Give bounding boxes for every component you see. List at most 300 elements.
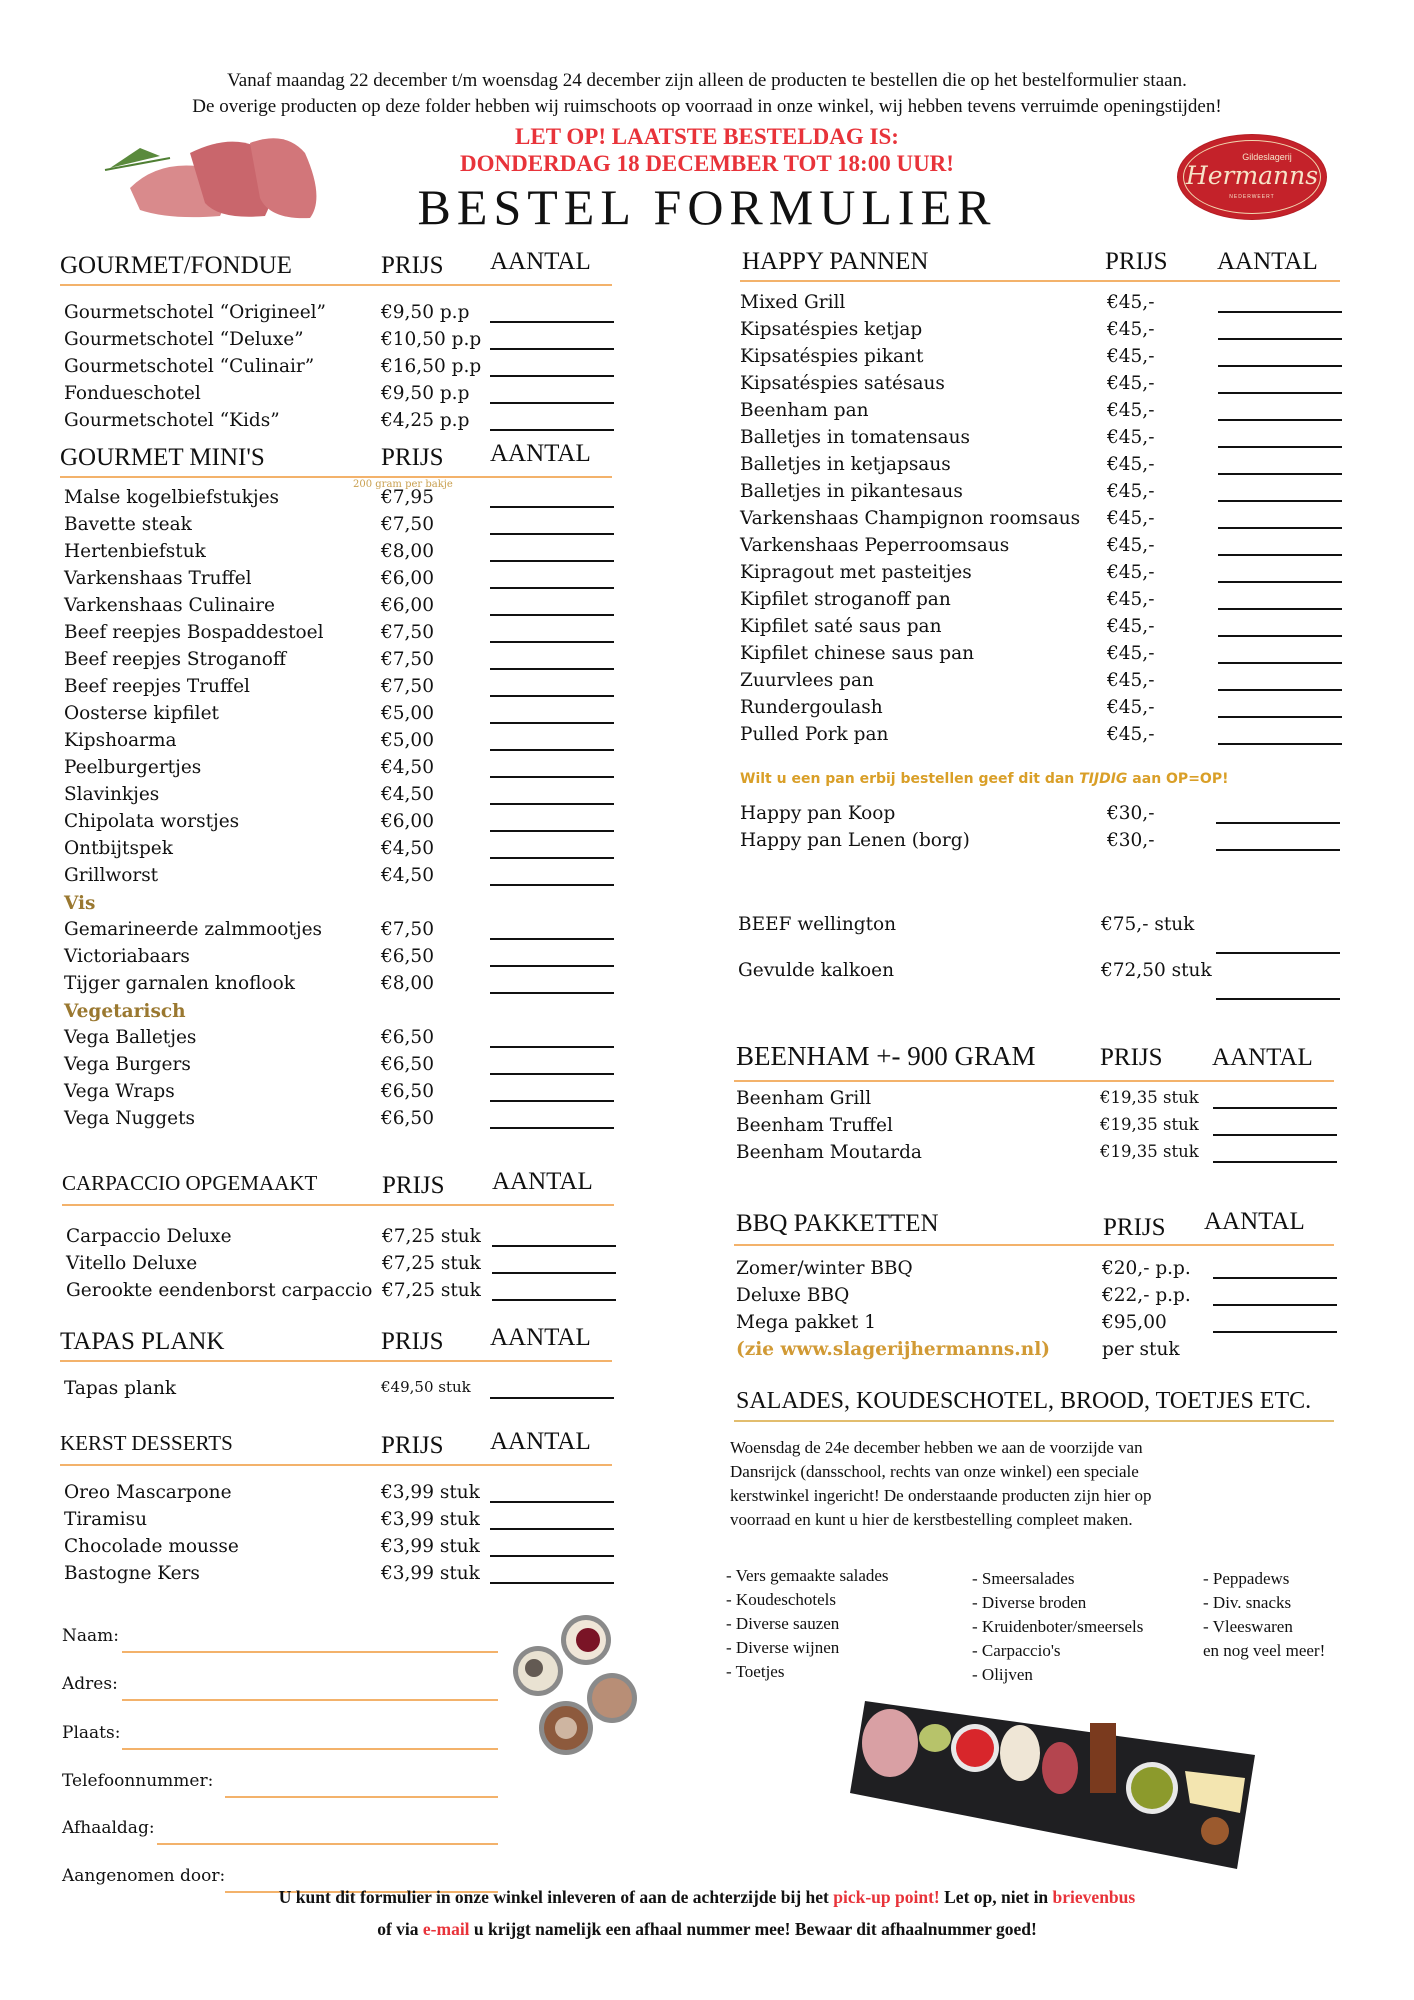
item-name: Gourmetschotel “Deluxe” bbox=[64, 329, 304, 350]
list-item bbox=[740, 560, 1340, 587]
item-price: €95,00 bbox=[1102, 1312, 1167, 1333]
item-price: €45,- bbox=[1107, 616, 1155, 637]
section-header bbox=[60, 1320, 612, 1362]
item-name: Vitello Deluxe bbox=[66, 1253, 198, 1274]
quantity-field[interactable] bbox=[490, 587, 614, 589]
list-item bbox=[62, 1278, 614, 1305]
form-field-label: Adres: bbox=[62, 1674, 118, 1694]
quantity-field[interactable] bbox=[1213, 1331, 1337, 1333]
quantity-field[interactable] bbox=[1218, 662, 1342, 664]
section-title: HAPPY PANNEN bbox=[742, 248, 929, 275]
quantity-field[interactable] bbox=[490, 1555, 614, 1557]
quantity-field[interactable] bbox=[490, 749, 614, 751]
aantal-label: AANTAL bbox=[492, 1168, 593, 1195]
item-name: Kipsatéspies satésaus bbox=[740, 373, 945, 394]
section-bbq bbox=[734, 1200, 1334, 1364]
quantity-field[interactable] bbox=[490, 884, 614, 886]
item-price: €45,- bbox=[1107, 454, 1155, 475]
bullet-item: - Vers gemaakte salades bbox=[726, 1566, 889, 1585]
salades-list-col-2 bbox=[972, 1567, 1143, 1687]
bullet-item: - Smeersalades bbox=[972, 1569, 1075, 1588]
item-price: €72,50 stuk bbox=[1101, 960, 1212, 981]
item-price: €4,50 bbox=[381, 784, 434, 805]
list-item bbox=[60, 1106, 612, 1133]
item-name: Kipfilet saté saus pan bbox=[740, 616, 942, 637]
item-price: €8,00 bbox=[381, 973, 434, 994]
quantity-field[interactable] bbox=[1218, 608, 1342, 610]
item-price: €7,50 bbox=[381, 919, 434, 940]
list-item bbox=[734, 1140, 1334, 1167]
item-price: €6,50 bbox=[381, 1027, 434, 1048]
item-price: €45,- bbox=[1107, 373, 1155, 394]
form-field bbox=[62, 1674, 498, 1702]
section-desserts bbox=[60, 1424, 612, 1588]
item-price: €45,- bbox=[1107, 346, 1155, 367]
item-name: Fondueschotel bbox=[64, 383, 201, 404]
item-price: €30,- bbox=[1107, 830, 1155, 851]
footer-text: u krijgt namelijk een afhaal nummer mee! Bewaar dit afhaalnummer goed! bbox=[469, 1919, 1037, 1939]
section-header bbox=[60, 244, 612, 286]
item-price: €7,50 bbox=[381, 676, 434, 697]
item-name: Vega Burgers bbox=[64, 1054, 191, 1075]
item-name: Ontbijtspek bbox=[64, 838, 173, 859]
list-item bbox=[60, 863, 612, 890]
quantity-field[interactable] bbox=[490, 375, 614, 377]
aantal-label: AANTAL bbox=[490, 440, 591, 467]
ham-slices bbox=[862, 1709, 918, 1777]
item-price: €7,25 stuk bbox=[382, 1253, 481, 1274]
list-item bbox=[60, 1534, 612, 1561]
desserts-image bbox=[508, 1598, 640, 1778]
quantity-field[interactable] bbox=[490, 938, 614, 940]
item-price: €45,- bbox=[1107, 697, 1155, 718]
quantity-field[interactable] bbox=[1218, 365, 1342, 367]
intro-line-1: Vanaf maandag 22 december t/m woensdag 24 december zijn alleen de producten te bestellen die op het bestelformulier staan. bbox=[227, 70, 1187, 91]
list-item bbox=[60, 593, 612, 620]
item-price: €7,25 stuk bbox=[382, 1226, 481, 1247]
item-name: Kipragout met pasteitjes bbox=[740, 562, 972, 583]
item-name: Gourmetschotel “Culinair” bbox=[64, 356, 315, 377]
section-header bbox=[740, 240, 1340, 282]
list-item bbox=[740, 695, 1340, 722]
item-name: Chipolata worstjes bbox=[64, 811, 240, 832]
quantity-field[interactable] bbox=[490, 560, 614, 562]
list-item bbox=[734, 1086, 1334, 1113]
list-item bbox=[740, 452, 1340, 479]
aantal-label: AANTAL bbox=[490, 248, 591, 275]
item-price: €10,50 p.p bbox=[381, 329, 482, 350]
form-input-line[interactable] bbox=[122, 1699, 498, 1701]
quantity-field[interactable] bbox=[490, 1528, 614, 1530]
grapes bbox=[919, 1724, 951, 1752]
logo bbox=[1178, 135, 1326, 219]
bullet-item: - Diverse wijnen bbox=[726, 1638, 840, 1657]
list-item bbox=[60, 728, 612, 755]
item-price: €7,95 bbox=[381, 487, 434, 508]
bullet-item: - Olijven bbox=[972, 1665, 1033, 1684]
list-item bbox=[60, 1052, 612, 1079]
item-name: Tijger garnalen knoflook bbox=[64, 973, 295, 994]
per-stuk-label: per stuk bbox=[1102, 1339, 1180, 1360]
item-price: €4,50 bbox=[381, 757, 434, 778]
chocolate-mousse bbox=[592, 1678, 632, 1718]
item-price: €20,- p.p. bbox=[1102, 1258, 1191, 1279]
quantity-field[interactable] bbox=[490, 1397, 614, 1399]
item-name: BEEF wellington bbox=[738, 914, 897, 935]
aantal-label: AANTAL bbox=[1212, 1044, 1313, 1071]
item-name: Hertenbiefstuk bbox=[64, 541, 206, 562]
list-item bbox=[60, 354, 612, 381]
item-price: €45,- bbox=[1107, 400, 1155, 421]
list-item bbox=[60, 836, 612, 863]
list-item bbox=[60, 809, 612, 836]
quantity-field[interactable] bbox=[490, 348, 614, 350]
list-item bbox=[734, 1310, 1334, 1337]
item-name: Kipsatéspies pikant bbox=[740, 346, 924, 367]
quantity-field[interactable] bbox=[490, 614, 614, 616]
form-field bbox=[62, 1626, 498, 1654]
item-name: Vega Nuggets bbox=[64, 1108, 196, 1129]
list-item bbox=[740, 425, 1340, 452]
form-field-label: Naam: bbox=[62, 1626, 119, 1646]
item-name: Bastogne Kers bbox=[64, 1563, 200, 1584]
quantity-field[interactable] bbox=[1218, 743, 1342, 745]
item-name: Varkenshaas Culinaire bbox=[64, 595, 276, 616]
section-title: GOURMET/FONDUE bbox=[60, 252, 292, 279]
pan-note-text-end: aan OP=OP! bbox=[1127, 771, 1229, 787]
item-price: €30,- bbox=[1107, 803, 1155, 824]
section-header bbox=[734, 1384, 1334, 1422]
intro-line-2: De overige producten op deze folder hebben wij ruimschoots op voorraad in onze winkel, wij hebben tevens verruimde openingstijden! bbox=[192, 96, 1222, 117]
item-price: €16,50 p.p bbox=[381, 356, 482, 377]
quantity-field[interactable] bbox=[490, 830, 614, 832]
list-item bbox=[740, 317, 1340, 344]
quantity-field[interactable] bbox=[492, 1245, 616, 1247]
aantal-label: AANTAL bbox=[490, 1324, 591, 1351]
list-item bbox=[740, 290, 1340, 317]
quantity-field[interactable] bbox=[1218, 419, 1342, 421]
section-salades bbox=[730, 1384, 1334, 1532]
alert-line-2: DONDERDAG 18 DECEMBER TOT 18:00 UUR! bbox=[460, 151, 954, 176]
portion-note: 200 gram per bakje bbox=[353, 479, 453, 490]
list-item bbox=[740, 533, 1340, 560]
list-item bbox=[60, 408, 612, 435]
footer-email: e-mail bbox=[422, 1919, 470, 1939]
quantity-field[interactable] bbox=[490, 1046, 614, 1048]
item-name: Tapas plank bbox=[64, 1378, 177, 1399]
quantity-field[interactable] bbox=[1218, 311, 1342, 313]
section-title: GOURMET MINI'S bbox=[60, 444, 265, 471]
list-item bbox=[62, 1251, 614, 1278]
quantity-field[interactable] bbox=[1218, 473, 1342, 475]
item-price: €6,50 bbox=[381, 946, 434, 967]
paragraph-line: kerstwinkel ingericht! De onderstaande producten zijn hier op bbox=[730, 1486, 1152, 1505]
prijs-label: PRIJS bbox=[1105, 248, 1168, 275]
list-item bbox=[740, 641, 1340, 668]
item-price: €6,50 bbox=[381, 1081, 434, 1102]
list-item bbox=[60, 1376, 612, 1403]
bullet-item: - Diverse broden bbox=[972, 1593, 1087, 1612]
list-item bbox=[60, 944, 612, 971]
quantity-field[interactable] bbox=[1213, 1277, 1337, 1279]
page-title: BESTEL FORMULIER bbox=[417, 179, 997, 235]
list-item bbox=[60, 701, 612, 728]
bbq-link-row bbox=[734, 1337, 1334, 1364]
logo-top-text: Gildeslagerij bbox=[1242, 152, 1292, 162]
form-input-line[interactable] bbox=[122, 1748, 498, 1750]
list-item bbox=[740, 479, 1340, 506]
section-title: BBQ PAKKETTEN bbox=[736, 1210, 939, 1237]
quantity-field[interactable] bbox=[1218, 527, 1342, 529]
quantity-field[interactable] bbox=[490, 992, 614, 994]
item-name: Varkenshaas Peperroomsaus bbox=[740, 535, 1010, 556]
quantity-field[interactable] bbox=[1218, 500, 1342, 502]
bullet-item: - Carpaccio's bbox=[972, 1641, 1061, 1660]
item-name: Vega Balletjes bbox=[64, 1027, 197, 1048]
oreo-crumbs bbox=[525, 1659, 543, 1677]
list-item bbox=[60, 782, 612, 809]
list-item bbox=[740, 614, 1340, 641]
section-title: TAPAS PLANK bbox=[60, 1328, 225, 1355]
item-name: Pulled Pork pan bbox=[740, 724, 889, 745]
quantity-field[interactable] bbox=[490, 533, 614, 535]
item-name: Gourmetschotel “Origineel” bbox=[64, 302, 327, 323]
list-item bbox=[62, 1224, 614, 1251]
list-item bbox=[60, 620, 612, 647]
prijs-label: PRIJS bbox=[1100, 1044, 1163, 1071]
list-item bbox=[740, 587, 1340, 614]
form-field bbox=[62, 1771, 498, 1799]
item-price: €6,50 bbox=[381, 1054, 434, 1075]
section-title: CARPACCIO OPGEMAAKT bbox=[62, 1171, 318, 1195]
list-item bbox=[734, 1283, 1334, 1310]
quantity-field[interactable] bbox=[1218, 554, 1342, 556]
form-input-line[interactable] bbox=[157, 1843, 498, 1845]
list-item bbox=[60, 1507, 612, 1534]
quantity-field[interactable] bbox=[490, 1127, 614, 1129]
quantity-field[interactable] bbox=[490, 321, 614, 323]
bullet-item: - Kruidenboter/smeersels bbox=[972, 1617, 1144, 1636]
item-name: Peelburgertjes bbox=[64, 757, 202, 778]
prijs-label: PRIJS bbox=[382, 1172, 445, 1199]
item-price: €7,50 bbox=[381, 649, 434, 670]
salades-list-col-1 bbox=[726, 1564, 889, 1684]
item-price: €45,- bbox=[1107, 508, 1155, 529]
paragraph-line: Dansrijck (dansschool, rechts van onze winkel) een speciale bbox=[730, 1462, 1139, 1481]
aantal-label: AANTAL bbox=[1204, 1208, 1305, 1235]
quantity-field[interactable] bbox=[1218, 392, 1342, 394]
wraps bbox=[1000, 1725, 1040, 1781]
item-name: Bavette steak bbox=[64, 514, 192, 535]
item-price: €5,00 bbox=[381, 730, 434, 751]
bullet-item: - Diverse sauzen bbox=[726, 1614, 840, 1633]
quantity-field[interactable] bbox=[490, 506, 614, 508]
item-name: Varkenshaas Truffel bbox=[64, 568, 252, 589]
item-price: €4,25 p.p bbox=[381, 410, 470, 431]
item-price: €5,00 bbox=[381, 703, 434, 724]
item-price: €75,- stuk bbox=[1101, 914, 1195, 935]
item-price: €7,25 stuk bbox=[382, 1280, 481, 1301]
quantity-field[interactable] bbox=[490, 722, 614, 724]
item-price: €3,99 stuk bbox=[381, 1563, 480, 1584]
item-name: Happy pan Koop bbox=[740, 803, 896, 824]
item-price: €6,00 bbox=[381, 811, 434, 832]
salades-list-col-3 bbox=[1203, 1567, 1325, 1663]
tapas-board-image bbox=[845, 1693, 1265, 1871]
quantity-field[interactable] bbox=[1218, 581, 1342, 583]
item-price: €6,00 bbox=[381, 568, 434, 589]
section-happy-pannen bbox=[740, 240, 1340, 855]
quantity-field[interactable] bbox=[1216, 822, 1340, 824]
list-item bbox=[738, 958, 1338, 1004]
list-item bbox=[738, 912, 1338, 958]
pan-note bbox=[740, 771, 1340, 787]
list-item bbox=[740, 398, 1340, 425]
logo-bottom-text: NEDERWEERT bbox=[1229, 194, 1275, 200]
list-item bbox=[60, 512, 612, 539]
item-name: Slavinkjes bbox=[64, 784, 160, 805]
item-name: Malse kogelbiefstukjes bbox=[64, 487, 280, 508]
alert-line-1: LET OP! LAATSTE BESTELDAG IS: bbox=[515, 124, 899, 149]
quantity-field[interactable] bbox=[1218, 689, 1342, 691]
list-item bbox=[60, 327, 612, 354]
list-item bbox=[740, 722, 1340, 749]
quantity-field[interactable] bbox=[1213, 1107, 1337, 1109]
list-item bbox=[60, 485, 612, 512]
quantity-field[interactable] bbox=[490, 1073, 614, 1075]
section-header bbox=[734, 1200, 1334, 1246]
item-name: Happy pan Lenen (borg) bbox=[740, 830, 970, 851]
quantity-field[interactable] bbox=[492, 1299, 616, 1301]
item-price: €7,50 bbox=[381, 622, 434, 643]
quantity-field[interactable] bbox=[492, 1272, 616, 1274]
salami bbox=[1042, 1742, 1078, 1794]
list-item bbox=[60, 566, 612, 593]
item-name: Balletjes in pikantesaus bbox=[740, 481, 963, 502]
form-input-line[interactable] bbox=[122, 1651, 498, 1653]
form-input-line[interactable] bbox=[225, 1796, 498, 1798]
meatballs bbox=[1201, 1817, 1229, 1845]
section-header bbox=[60, 436, 612, 478]
quantity-field[interactable] bbox=[1213, 1134, 1337, 1136]
item-name: Zomer/winter BBQ bbox=[736, 1258, 913, 1279]
list-item bbox=[60, 917, 612, 944]
item-name: Balletjes in ketjapsaus bbox=[740, 454, 951, 475]
footer-line-2 bbox=[0, 1919, 1414, 1940]
list-item bbox=[734, 1256, 1334, 1283]
quantity-field[interactable] bbox=[1213, 1304, 1337, 1306]
section-gourmet-minis bbox=[60, 436, 612, 1133]
item-price: €4,50 bbox=[381, 865, 434, 886]
item-name: Deluxe BBQ bbox=[736, 1285, 850, 1306]
quantity-field[interactable] bbox=[490, 776, 614, 778]
item-price: €45,- bbox=[1107, 643, 1155, 664]
bullet-item: - Div. snacks bbox=[1203, 1593, 1292, 1612]
paragraph-line: Woensdag de 24e december hebben we aan de voorzijde van bbox=[730, 1438, 1143, 1457]
quantity-field[interactable] bbox=[1218, 716, 1342, 718]
item-price: €45,- bbox=[1107, 562, 1155, 583]
item-name: Chocolade mousse bbox=[64, 1536, 239, 1557]
aantal-label: AANTAL bbox=[490, 1428, 591, 1455]
olives bbox=[1131, 1767, 1173, 1809]
quantity-field[interactable] bbox=[1216, 952, 1340, 954]
quantity-field[interactable] bbox=[1218, 446, 1342, 448]
item-price: €7,50 bbox=[381, 514, 434, 535]
quantity-field[interactable] bbox=[490, 641, 614, 643]
quantity-field[interactable] bbox=[490, 1100, 614, 1102]
item-name: Mega pakket 1 bbox=[736, 1312, 876, 1333]
item-price: €3,99 stuk bbox=[381, 1536, 480, 1557]
item-price: €6,00 bbox=[381, 595, 434, 616]
item-name: Varkenshaas Champignon roomsaus bbox=[740, 508, 1081, 529]
quantity-field[interactable] bbox=[1218, 338, 1342, 340]
item-name: Beenham Moutarda bbox=[736, 1142, 922, 1163]
quantity-field[interactable] bbox=[490, 1501, 614, 1503]
item-name: Beenham Truffel bbox=[736, 1115, 893, 1136]
footer-brievenbus: brievenbus bbox=[1052, 1887, 1136, 1907]
quantity-field[interactable] bbox=[490, 402, 614, 404]
item-price: €9,50 p.p bbox=[381, 302, 470, 323]
form-field bbox=[62, 1723, 498, 1751]
section-gourmet-fondue bbox=[60, 244, 612, 435]
quantity-field[interactable] bbox=[490, 429, 614, 431]
bullet-item: en nog veel meer! bbox=[1203, 1641, 1326, 1660]
item-price: €45,- bbox=[1107, 481, 1155, 502]
prijs-label: PRIJS bbox=[1103, 1214, 1166, 1241]
item-name: Oosterse kipfilet bbox=[64, 703, 219, 724]
list-item bbox=[740, 344, 1340, 371]
footer-line-1 bbox=[0, 1887, 1414, 1908]
form-field-label: Afhaaldag: bbox=[62, 1818, 155, 1838]
list-item bbox=[740, 371, 1340, 398]
list-item bbox=[740, 668, 1340, 695]
quantity-field[interactable] bbox=[490, 668, 614, 670]
list-item bbox=[60, 539, 612, 566]
item-name: Gerookte eendenborst carpaccio bbox=[66, 1280, 373, 1301]
quantity-field[interactable] bbox=[490, 695, 614, 697]
item-price: €19,35 stuk bbox=[1100, 1142, 1199, 1161]
quantity-field[interactable] bbox=[1216, 849, 1340, 851]
item-name: Zuurvlees pan bbox=[740, 670, 874, 691]
list-item bbox=[60, 755, 612, 782]
quantity-field[interactable] bbox=[490, 857, 614, 859]
footer-pickup-point: pick-up point! bbox=[833, 1887, 940, 1907]
item-name: Beef reepjes Bospaddestoel bbox=[64, 622, 324, 643]
item-price: €49,50 stuk bbox=[381, 1378, 471, 1396]
list-item bbox=[60, 381, 612, 408]
item-name: Beenham pan bbox=[740, 400, 869, 421]
item-name: Gevulde kalkoen bbox=[738, 960, 895, 981]
list-item bbox=[734, 1113, 1334, 1140]
section-header bbox=[734, 1036, 1334, 1082]
quantity-field[interactable] bbox=[1213, 1161, 1337, 1163]
item-price: €3,99 stuk bbox=[381, 1482, 480, 1503]
section-specials bbox=[738, 912, 1338, 1004]
list-item bbox=[60, 1480, 612, 1507]
quantity-field[interactable] bbox=[1218, 635, 1342, 637]
list-item bbox=[60, 647, 612, 674]
item-name: Mixed Grill bbox=[740, 292, 846, 313]
item-name: Vega Wraps bbox=[64, 1081, 175, 1102]
quantity-field[interactable] bbox=[490, 965, 614, 967]
item-name: Grillworst bbox=[64, 865, 159, 886]
quantity-field[interactable] bbox=[1216, 998, 1340, 1000]
footer-text: U kunt dit formulier in onze winkel inleveren of aan de achterzijde bij het bbox=[278, 1887, 834, 1907]
section-title: BEENHAM +- 900 GRAM bbox=[736, 1041, 1036, 1071]
website-link[interactable]: (zie www.slagerijhermanns.nl) bbox=[736, 1339, 1050, 1360]
quantity-field[interactable] bbox=[490, 1582, 614, 1584]
quantity-field[interactable] bbox=[490, 803, 614, 805]
